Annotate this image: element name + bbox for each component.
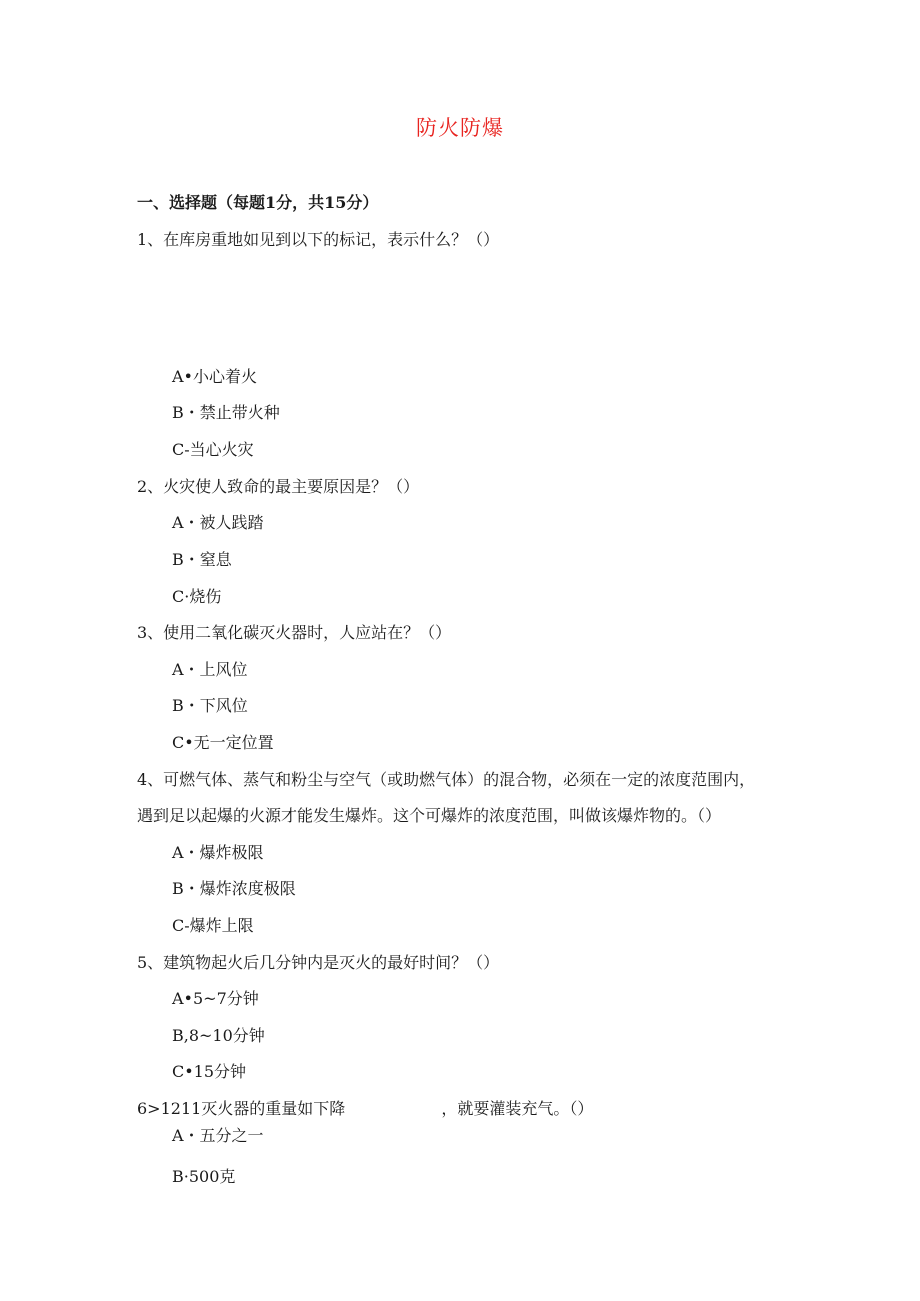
question-2-option-a: A・被人践踏 (172, 513, 264, 532)
question-2-option-b: B・窒息 (172, 550, 232, 569)
question-5-stem: 5、建筑物起火后几分钟内是灭火的最好时间？（） (137, 953, 500, 972)
question-4-option-b: B・爆炸浓度极限 (172, 879, 296, 898)
question-4-option-a: A・爆炸极限 (172, 843, 264, 862)
question-6-stem-part-2: ，就要灌装充气。（） (441, 1099, 594, 1118)
question-3-option-b: B・下风位 (172, 696, 248, 715)
question-5-option-a: A•5~7分钟 (172, 989, 259, 1008)
question-2-option-c: C·烧伤 (172, 587, 222, 606)
question-3-option-c: C•无一定位置 (172, 733, 274, 752)
question-1-option-a: A•小心着火 (172, 367, 257, 386)
page-title: 防火防爆 (416, 116, 504, 140)
question-3-option-a: A・上风位 (172, 660, 248, 679)
question-4-option-c: C-爆炸上限 (172, 916, 254, 935)
question-5-option-b: B,8~10分钟 (172, 1026, 265, 1045)
question-6-stem-part-1: 6>1211灭火器的重量如下降 (137, 1099, 346, 1118)
question-3-stem: 3、使用二氧化碳灭火器时，人应站在？（） (137, 623, 452, 642)
question-1-stem: 1、在库房重地如见到以下的标记，表示什么？（） (137, 230, 500, 249)
question-6-option-a: A・五分之一 (172, 1126, 264, 1145)
question-6-stem (137, 1098, 593, 1120)
question-2-stem: 2、火灾使人致命的最主要原因是？（） (137, 477, 420, 496)
question-1-option-c: C-当心火灾 (172, 440, 254, 459)
section-heading: 一、选择题（每题1分，共15分） (137, 193, 379, 212)
question-5-option-c: C•15分钟 (172, 1062, 247, 1081)
question-6-option-b: B·500克 (172, 1167, 236, 1186)
question-1-option-b: B・禁止带火种 (172, 403, 280, 422)
question-4-stem-line-1: 4、可燃气体、蒸气和粉尘与空气（或助燃气体）的混合物，必须在一定的浓度范围内， (137, 770, 756, 789)
question-4-stem-line-2: 遇到足以起爆的火源才能发生爆炸。这个可爆炸的浓度范围，叫做该爆炸物的。（） (137, 806, 722, 825)
